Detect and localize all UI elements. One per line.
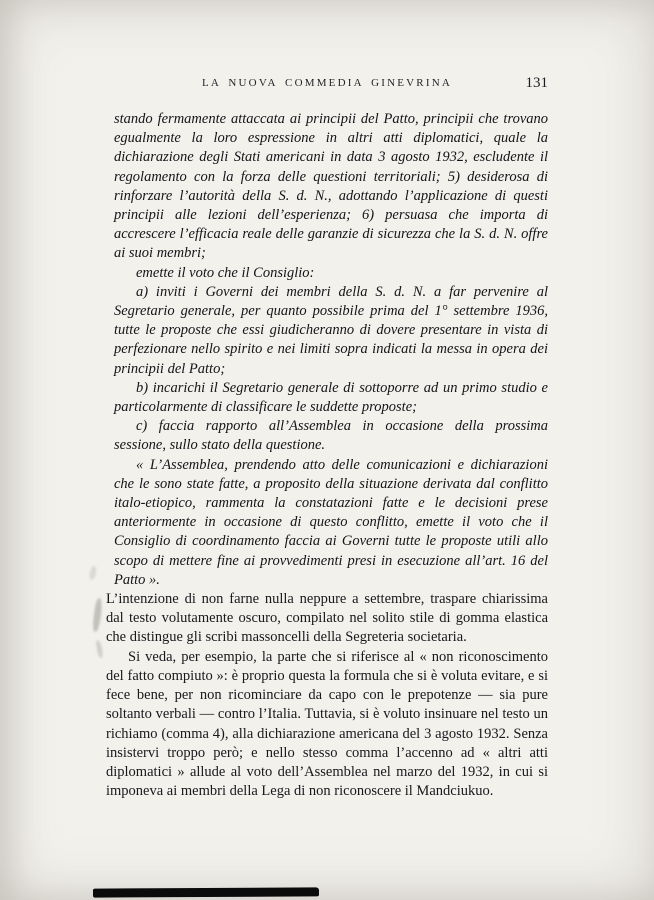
pencil-smudge	[95, 640, 103, 659]
running-title: LA NUOVA COMMEDIA GINEVRINA	[201, 77, 452, 89]
quote-paragraph-emette: emette il voto che il Consiglio:	[136, 264, 315, 281]
pencil-smudge	[88, 565, 97, 580]
page-number: 131	[525, 75, 548, 91]
pencil-smudge	[92, 598, 104, 633]
page-header	[106, 77, 548, 95]
quote-item-c: c) faccia rapporto all’Assemblea in occasione della prossima sessione, sullo stato della questione.	[114, 418, 548, 454]
quote-paragraph-continuation: stando fermamente attaccata ai principii del Patto, principii che trovano egualmente la loro espressione in altri atti diplomatici, quale la dichiarazione degli Stati americani in data 3 agosto 1932, escludente il regolamento con la forza delle questioni territoriali; 5) desiderosa di rinforzare l’autorità della S. d. N., adottando l’applicazione di questi principii alle lezioni dell’esperienza; 6) persuasa che importa di accrescere l’efficacia reale delle garanzie di sicurezza che la S. d. N. offre ai suoi membri;	[114, 111, 548, 262]
commentary-paragraph-si-veda: Si veda, per esempio, la parte che si riferisce al « non riconoscimento del fatto compiuto »: è proprio questa la formula che si è voluta evitare, e si fece bene, per non ricominciare da capo con le prepotenze — sia pure soltanto verbali — contro l’Italia. Tuttavia, si è voluto insinuare nel testo un richiamo (comma 4), alla dichiarazione americana del 3 agosto 1932. Senza insistervi troppo però; e nello stesso comma l’accenno ad « altri atti diplomatici » allude al voto dell’Assemblea nel marzo del 1932, in cui si imponeva ai membri della Lega di non riconoscere il Mandciukuo.	[106, 648, 548, 800]
quote-item-b: b) incarichi il Segretario generale di sottoporre ad un primo studio e particolarmente di classificare le suddette proposte;	[114, 379, 548, 416]
text-block	[106, 110, 548, 801]
quote-item-a: a) inviti i Governi dei membri della S. d. N. a far pervenire al Segretario generale, per quanto possibile prima del 1° settembre 1936, tutte le proposte che essi giudicheranno di dovere presentare in vista di perfezionare nello spirito e nei limiti sopra indicati la messa in opera dei principii del Patto;	[114, 283, 548, 377]
commentary-paragraph-intenzione: L’intenzione di non farne nulla neppure a settembre, traspare chiarissima dal testo volutamente oscuro, compilato nel solito stile di gomma elastica che distingue gli scribi massoncelli della Segreteria societaria.	[106, 591, 548, 646]
quote-paragraph-assemblea: « L’Assemblea, prendendo atto delle comunicazioni e dichiarazioni che le sono state fatte, a proposito della situazione derivata dal conflitto italo-etiopico, rammenta la constatazioni fatte e le decisioni prese anteriormente in occasione di questo conflitto, emette il voto che il Consiglio di coordinamento faccia ai Governi tutte le proposte utili allo scopo di mettere fine ai provvedimenti presi in esecuzione all’art. 16 del Patto ».	[114, 456, 548, 588]
scan-artifact-bar	[93, 887, 319, 897]
